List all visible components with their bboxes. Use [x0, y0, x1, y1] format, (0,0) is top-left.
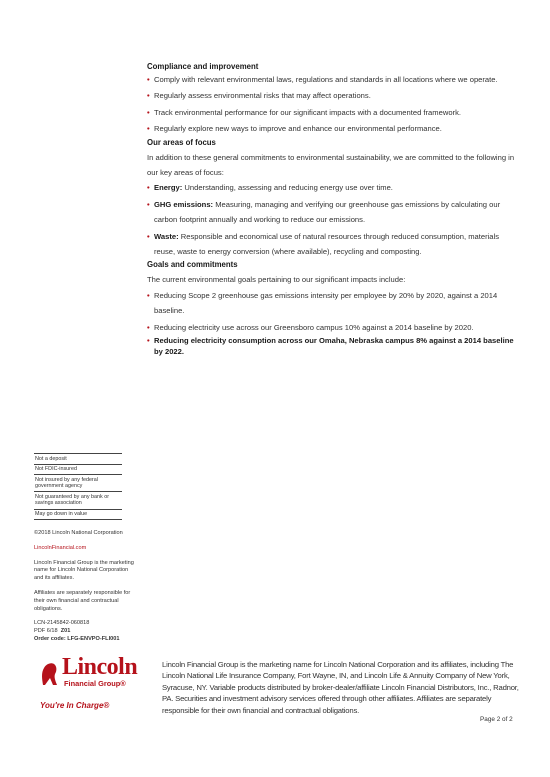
- bullet-icon: •: [147, 231, 150, 241]
- bullet-icon: •: [147, 75, 150, 84]
- bullet-icon: •: [147, 336, 150, 346]
- lincoln-logo: [34, 655, 146, 715]
- disclaimer-box: [34, 453, 122, 520]
- list-item: • Comply with relevant environmental laws, regulations and standards in all locations where we operate.: [147, 72, 519, 87]
- lcn-code: LCN-2145842-060818: [34, 620, 90, 627]
- bullet-icon: •: [147, 290, 150, 300]
- goals-intro: The current environmental goals pertaining to our significant impacts include:: [147, 275, 406, 285]
- focus-list: [147, 180, 519, 259]
- order-code: Order code: LFG-ENVPO-FLI001: [34, 635, 120, 642]
- list-item: • Track environmental performance for our significant impacts with a documented framework.: [147, 105, 519, 120]
- copyright: ©2018 Lincoln National Corporation: [34, 530, 123, 536]
- compliance-list: [147, 72, 519, 137]
- affiliates-note: Affiliates are separately responsible for their own financial and contractual obligations.: [34, 589, 131, 612]
- footer-legal-text: Lincoln Financial Group is the marketing name for Lincoln National Corporation and its affiliates, including The Lincoln National Life Insurance Company, Fort Wayne, IN, and Lincoln Life & Annuity Company of New York, Syracuse, NY. Variable products distributed by broker-dealer/affiliate Lincoln Financial Distributors, Inc., Radnor, PA. Securities and investment advisory services offered through other affiliates. Affiliates are separately responsible for their own financial and contractual obligations.: [162, 660, 519, 715]
- bullet-icon: •: [147, 183, 150, 193]
- list-item: • Waste: Responsible and economical use of natural resources through reduced consumption, materials reuse, waste to energy conversion (where available), recycling and composting.: [147, 229, 519, 260]
- lincoln-portrait-icon: [38, 659, 60, 687]
- list-item: • GHG emissions: Measuring, managing and verifying our greenhouse gas emissions by calculating our carbon footprint annually and working to reduce our emissions.: [147, 197, 519, 228]
- main-content: [147, 62, 519, 358]
- focus-heading: Our areas of focus: [147, 137, 216, 147]
- page-number: Page 2 of 2: [480, 716, 513, 723]
- bullet-icon: •: [147, 124, 150, 134]
- disclaimer-line: Not insured by any federal government agency: [34, 475, 122, 492]
- goals-heading: Goals and commitments: [147, 260, 238, 270]
- list-item: • Reducing electricity consumption across our Omaha, Nebraska campus 8% against a 2014 baseline by 2022.: [147, 336, 514, 356]
- document-codes: [34, 620, 134, 643]
- list-item: • Energy: Understanding, assessing and reducing energy use over time.: [147, 180, 519, 195]
- goals-list: [147, 288, 519, 357]
- list-item: • Regularly explore new ways to improve and enhance our environmental performance.: [147, 121, 519, 136]
- pdf-code: PDF 6/18 Z01: [34, 627, 71, 634]
- logo-tagline: You're In Charge®: [40, 701, 110, 710]
- disclaimer-line: May go down in value: [34, 510, 122, 521]
- marketing-note: Lincoln Financial Group is the marketing name for Lincoln National Corporation and its affiliates.: [34, 559, 134, 582]
- website-link[interactable]: LincolnFinancial.com: [34, 544, 87, 551]
- bullet-icon: •: [147, 107, 150, 117]
- bullet-icon: •: [147, 199, 150, 209]
- disclaimer-line: Not a deposit: [34, 454, 122, 465]
- bullet-icon: •: [147, 322, 150, 332]
- sidebar-info: [34, 530, 134, 643]
- compliance-heading: Compliance and improvement: [147, 62, 259, 71]
- list-item: • Reducing Scope 2 greenhouse gas emissions intensity per employee by 20% by 2020, against a 2014 baseline.: [147, 288, 519, 319]
- logo-subtitle: Financial Group®: [64, 679, 126, 688]
- disclaimer-line: Not FDIC-insured: [34, 465, 122, 476]
- list-item: • Reducing electricity use across our Greensboro campus 10% against a 2014 baseline by 2020.: [147, 320, 519, 335]
- bullet-icon: •: [147, 91, 150, 101]
- list-item: • Regularly assess environmental risks that may affect operations.: [147, 88, 519, 103]
- disclaimer-line: Not guaranteed by any bank or savings association: [34, 492, 122, 509]
- logo-name: Lincoln: [62, 654, 138, 680]
- focus-intro: In addition to these general commitments to environmental sustainability, we are committed to the following in our key areas of focus:: [147, 152, 515, 178]
